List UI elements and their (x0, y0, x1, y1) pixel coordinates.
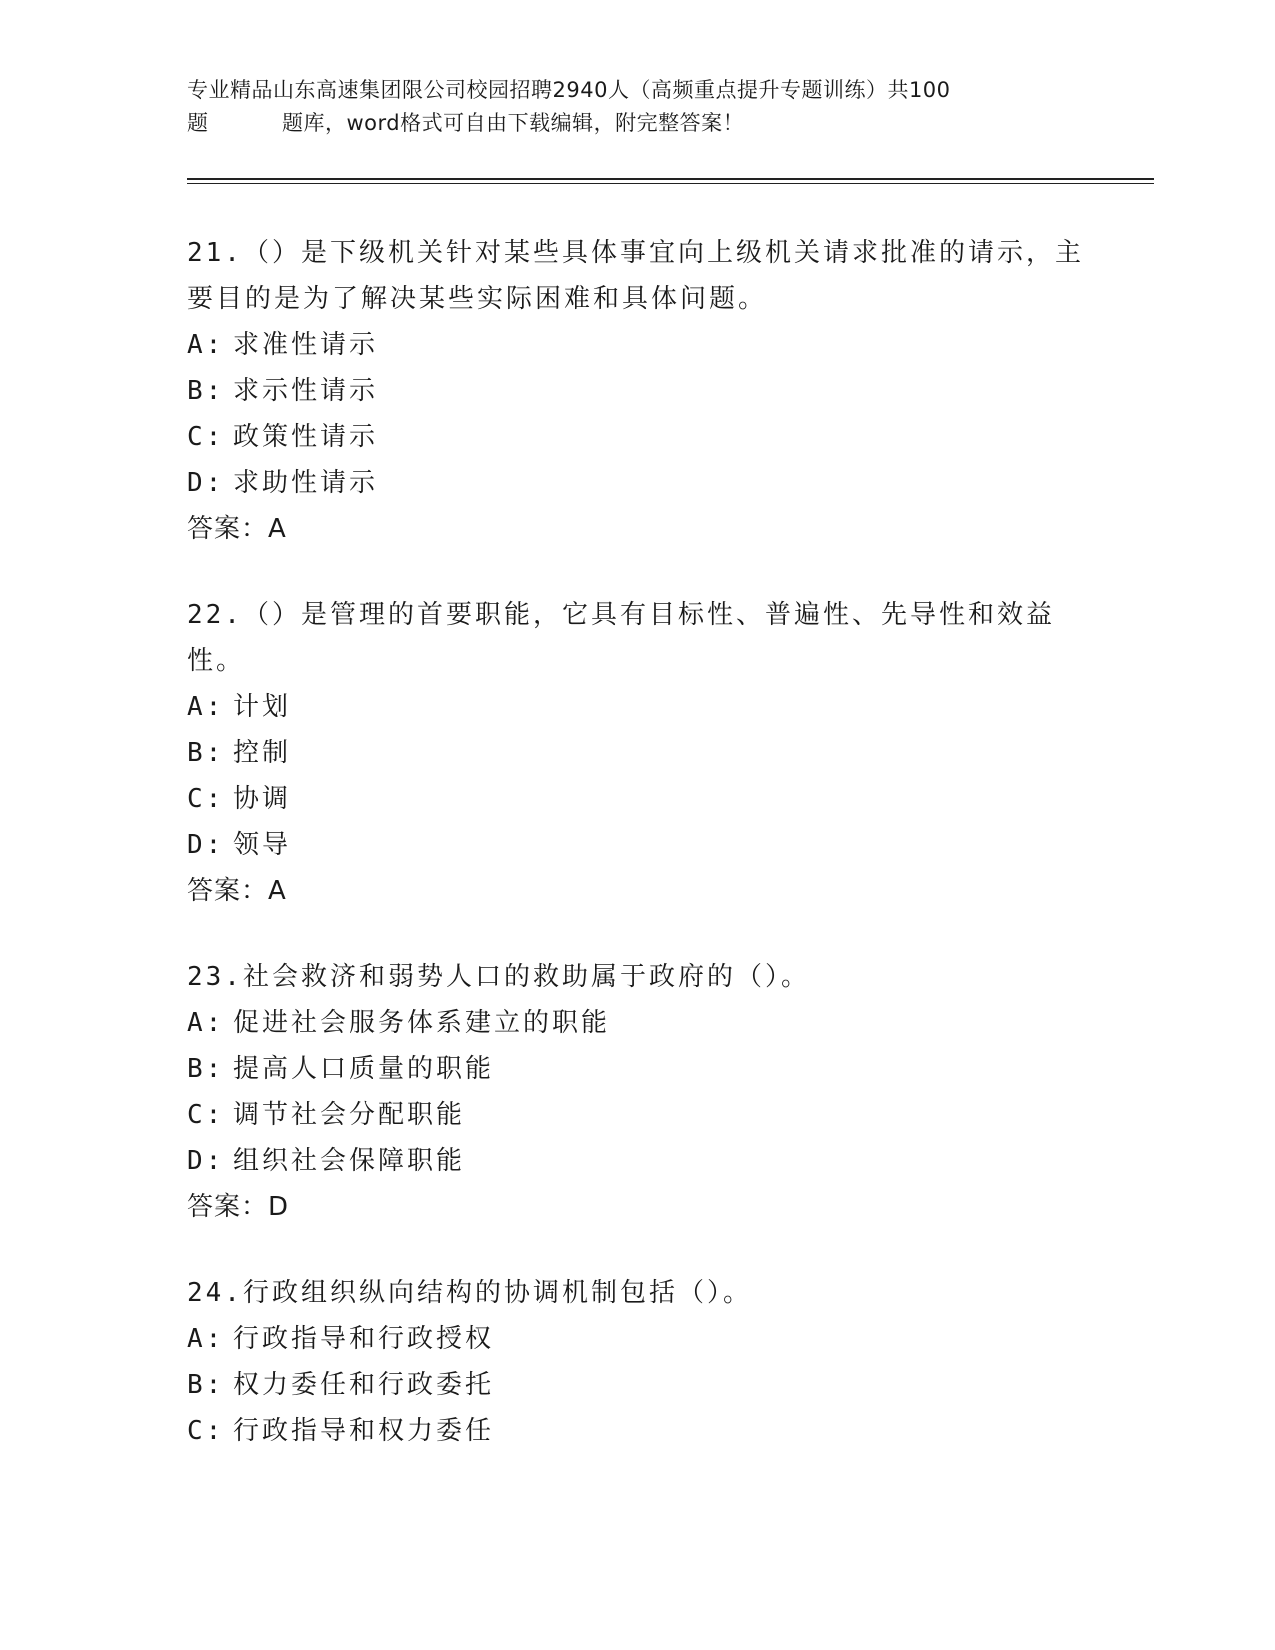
option-letter: A: (187, 330, 225, 360)
option-text: 领导 (233, 830, 292, 860)
option-b (187, 1046, 1087, 1092)
option-letter: A: (187, 1324, 225, 1354)
option-letter: A: (187, 692, 225, 722)
option-text: 求示性请示 (233, 376, 379, 406)
option-letter: B: (187, 738, 225, 768)
option-letter: B: (187, 1054, 225, 1084)
header-divider-thick (187, 178, 1154, 180)
document-header (187, 74, 1087, 140)
question-23 (187, 954, 1087, 1230)
option-text: 求助性请示 (233, 468, 379, 498)
answer-line: 答案：A (187, 876, 287, 906)
option-text: 协调 (233, 784, 292, 814)
answer-line: 答案：A (187, 514, 287, 544)
option-a (187, 684, 1087, 730)
option-letter: C: (187, 1416, 225, 1446)
option-letter: B: (187, 1370, 225, 1400)
question-21 (187, 230, 1087, 552)
option-d (187, 460, 1087, 506)
option-text: 行政指导和行政授权 (233, 1324, 495, 1354)
option-d (187, 1138, 1087, 1184)
option-text: 计划 (233, 692, 292, 722)
option-a (187, 1000, 1087, 1046)
option-text: 提高人口质量的职能 (233, 1054, 495, 1084)
option-letter: D: (187, 1146, 225, 1176)
option-c (187, 1408, 1087, 1454)
header-line-2 (187, 107, 1087, 140)
option-letter: B: (187, 376, 225, 406)
option-c (187, 414, 1087, 460)
option-letter: C: (187, 1100, 225, 1130)
question-stem: 21.（）是下级机关针对某些具体事宜向上级机关请求批准的请示，主要目的是为了解决某些实际困难和具体问题。 (187, 238, 1084, 314)
option-c (187, 776, 1087, 822)
option-letter: C: (187, 422, 225, 452)
option-a (187, 322, 1087, 368)
question-22 (187, 592, 1087, 914)
option-text: 组织社会保障职能 (233, 1146, 466, 1176)
option-b (187, 368, 1087, 414)
option-letter: D: (187, 830, 225, 860)
option-text: 控制 (233, 738, 292, 768)
answer-line: 答案：D (187, 1192, 290, 1222)
option-text: 权力委任和行政委托 (233, 1370, 495, 1400)
question-stem: 23.社会救济和弱势人口的救助属于政府的（）。 (187, 962, 810, 992)
question-stem: 24.行政组织纵向结构的协调机制包括（）。 (187, 1278, 752, 1308)
option-c (187, 1092, 1087, 1138)
question-stem: 22.（）是管理的首要职能，它具有目标性、普遍性、先导性和效益性。 (187, 600, 1055, 676)
header-line-2-prefix: 题 (187, 111, 209, 135)
option-d (187, 822, 1087, 868)
option-letter: D: (187, 468, 225, 498)
option-text: 求准性请示 (233, 330, 379, 360)
question-24 (187, 1270, 1087, 1454)
option-text: 政策性请示 (233, 422, 379, 452)
header-line-1: 专业精品山东高速集团限公司校园招聘2940人（高频重点提升专题训练）共100 (187, 78, 951, 102)
option-text: 行政指导和权力委任 (233, 1416, 495, 1446)
option-text: 调节社会分配职能 (233, 1100, 466, 1130)
option-b (187, 1362, 1087, 1408)
option-b (187, 730, 1087, 776)
option-a (187, 1316, 1087, 1362)
option-letter: C: (187, 784, 225, 814)
option-text: 促进社会服务体系建立的职能 (233, 1008, 611, 1038)
option-letter: A: (187, 1008, 225, 1038)
question-list (187, 230, 1087, 1494)
header-divider-thin (187, 183, 1154, 184)
header-line-2-text: 题库，word格式可自由下载编辑，附完整答案！ (282, 111, 745, 135)
